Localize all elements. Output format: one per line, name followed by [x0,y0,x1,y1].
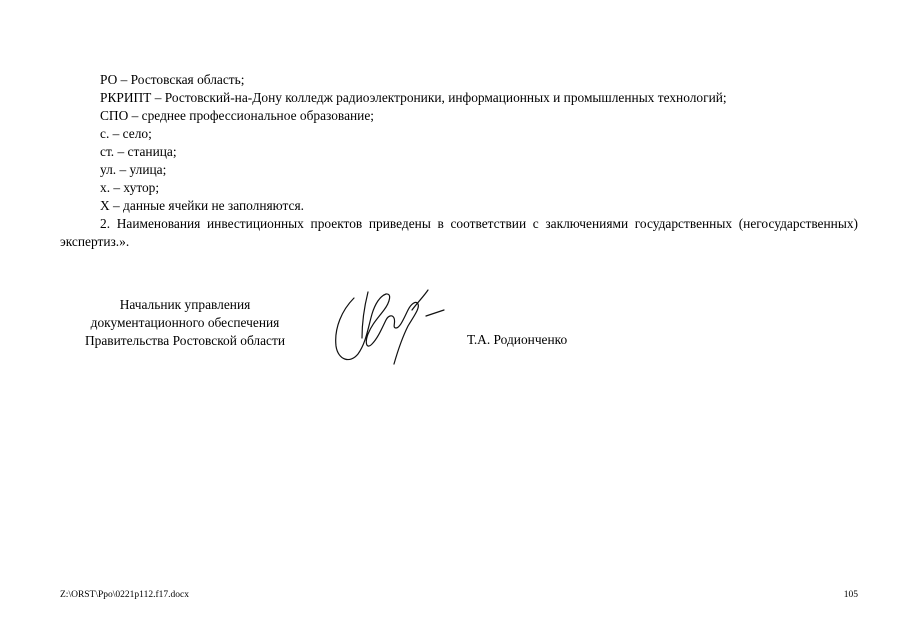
position-line-2: документационного обеспечения [90,315,280,330]
note-abbreviation-selo: с. – село; [100,126,152,141]
handwritten-signature [328,288,448,370]
note-abbreviation-stanitsa: ст. – станица; [100,144,177,159]
note-paragraph-2: 2. Наименования инвестиционных проектов приведены в соответствии с заключениями государственных (негосударственных) экспертиз.». [60,216,858,249]
signatory-position [60,296,310,350]
notes-section [60,71,858,251]
footer-file-path: Z:\ORST\Ppo\0221p112.f17.docx [60,590,189,600]
note-abbreviation-rkript: РКРИПТ – Ростовский-на-Дону колледж радиоэлектроники, информационных и промышленных технологий; [100,90,727,105]
note-abbreviation-spo: СПО – среднее профессиональное образование; [100,108,375,123]
position-line-3: Правительства Ростовской области [84,333,286,348]
signatory-name: Т.А. Родионченко [467,332,568,347]
note-abbreviation-ro: РО – Ростовская область; [100,72,245,87]
note-abbreviation-khutor: х. – хутор; [100,180,160,195]
footer-page-number: 105 [843,590,858,600]
note-empty-cells: Х – данные ячейки не заполняются. [100,198,304,213]
position-line-1: Начальник управления [119,297,251,312]
note-abbreviation-ulitsa: ул. – улица; [100,162,167,177]
